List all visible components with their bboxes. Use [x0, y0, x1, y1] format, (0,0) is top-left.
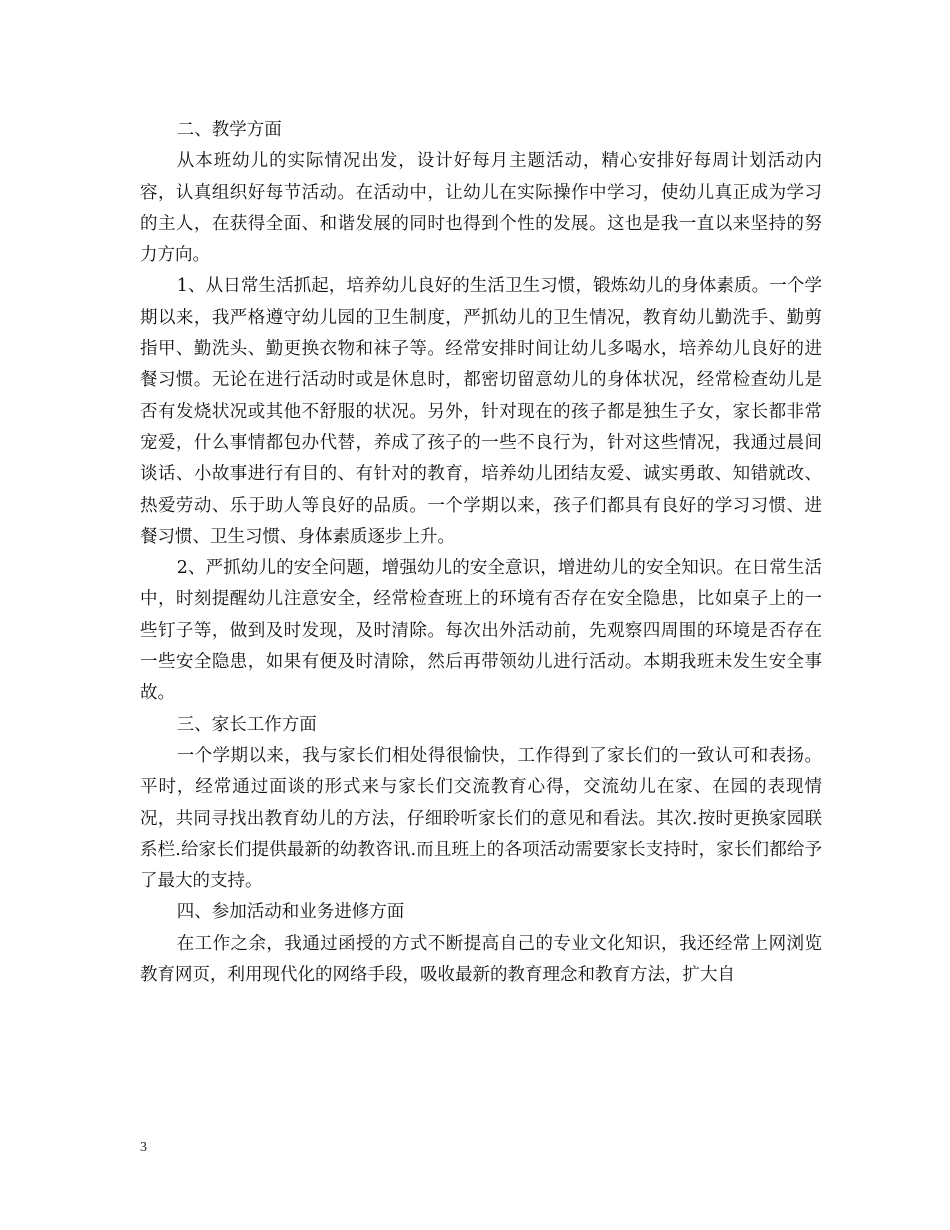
document-body: [140, 115, 822, 991]
section-heading-parent-work: 三、家长工作方面: [176, 714, 317, 735]
section-heading-activities-training: 四、参加活动和业务进修方面: [176, 902, 405, 923]
paragraph-parent-work: 一个学期以来，我与家长们相处得很愉快，工作得到了家长们的一致认可和表扬。平时，经常通过面谈的形式来与家长们交流教育心得，交流幼儿在家、在园的表现情况，共同寻找出教育幼儿的方法，仔细聆听家长们的意见和看法。其次.按时更换家园联系栏.给家长们提供最新的幼教咨讯.而且班上的各项活动需要家长支持时，家长们都给予了最大的支持。: [140, 745, 822, 892]
paragraph-teaching-intro: 从本班幼儿的实际情况出发，设计好每月主题活动，精心安排好每周计划活动内容，认真组织好每节活动。在活动中，让幼儿在实际操作中学习，使幼儿真正成为学习的主人，在获得全面、和谐发展的同时也得到个性的发展。这也是我一直以来坚持的努力方向。: [140, 151, 822, 266]
paragraph-daily-life-hygiene: 1、从日常生活抓起，培养幼儿良好的生活卫生习惯，锻炼幼儿的身体素质。一个学期以来，我严格遵守幼儿园的卫生制度，严抓幼儿的卫生情况，教育幼儿勤洗手、勤剪指甲、勤洗头、勤更换衣物和袜子等。经常安排时间让幼儿多喝水，培养幼儿良好的进餐习惯。无论在进行活动时或是休息时，都密切留意幼儿的身体状况，经常检查幼儿是否有发烧状况或其他不舒服的状况。另外，针对现在的孩子都是独生子女，家长都非常宠爱，什么事情都包办代替，养成了孩子的一些不良行为，针对这些情况，我通过晨间谈话、小故事进行有目的、有针对的教育，培养幼儿团结友爱、诚实勇敢、知错就改、热爱劳动、乐于助人等良好的品质。一个学期以来，孩子们都具有良好的学习习惯、进餐习惯、卫生习惯、身体素质逐步上升。: [140, 276, 822, 547]
section-heading-teaching: 二、教学方面: [176, 120, 282, 140]
paragraph-activities-training: 在工作之余，我通过函授的方式不断提高自己的专业文化知识，我还经常上网浏览教育网页，利用现代化的网络手段，吸收最新的教育理念和教育方法，扩大自: [140, 933, 822, 986]
page-number: 3: [140, 1140, 147, 1155]
paragraph-safety: 2、严抓幼儿的安全问题，增强幼儿的安全意识，增进幼儿的安全知识。在日常生活中，时刻提醒幼儿注意安全，经常检查班上的环境有否存在安全隐患，比如桌子上的一些钉子等，做到及时发现，及时清除。每次出外活动前，先观察四周围的环境是否存在一些安全隐患，如果有便及时清除，然后再带领幼儿进行活动。本期我班未发生安全事故。: [140, 558, 822, 704]
